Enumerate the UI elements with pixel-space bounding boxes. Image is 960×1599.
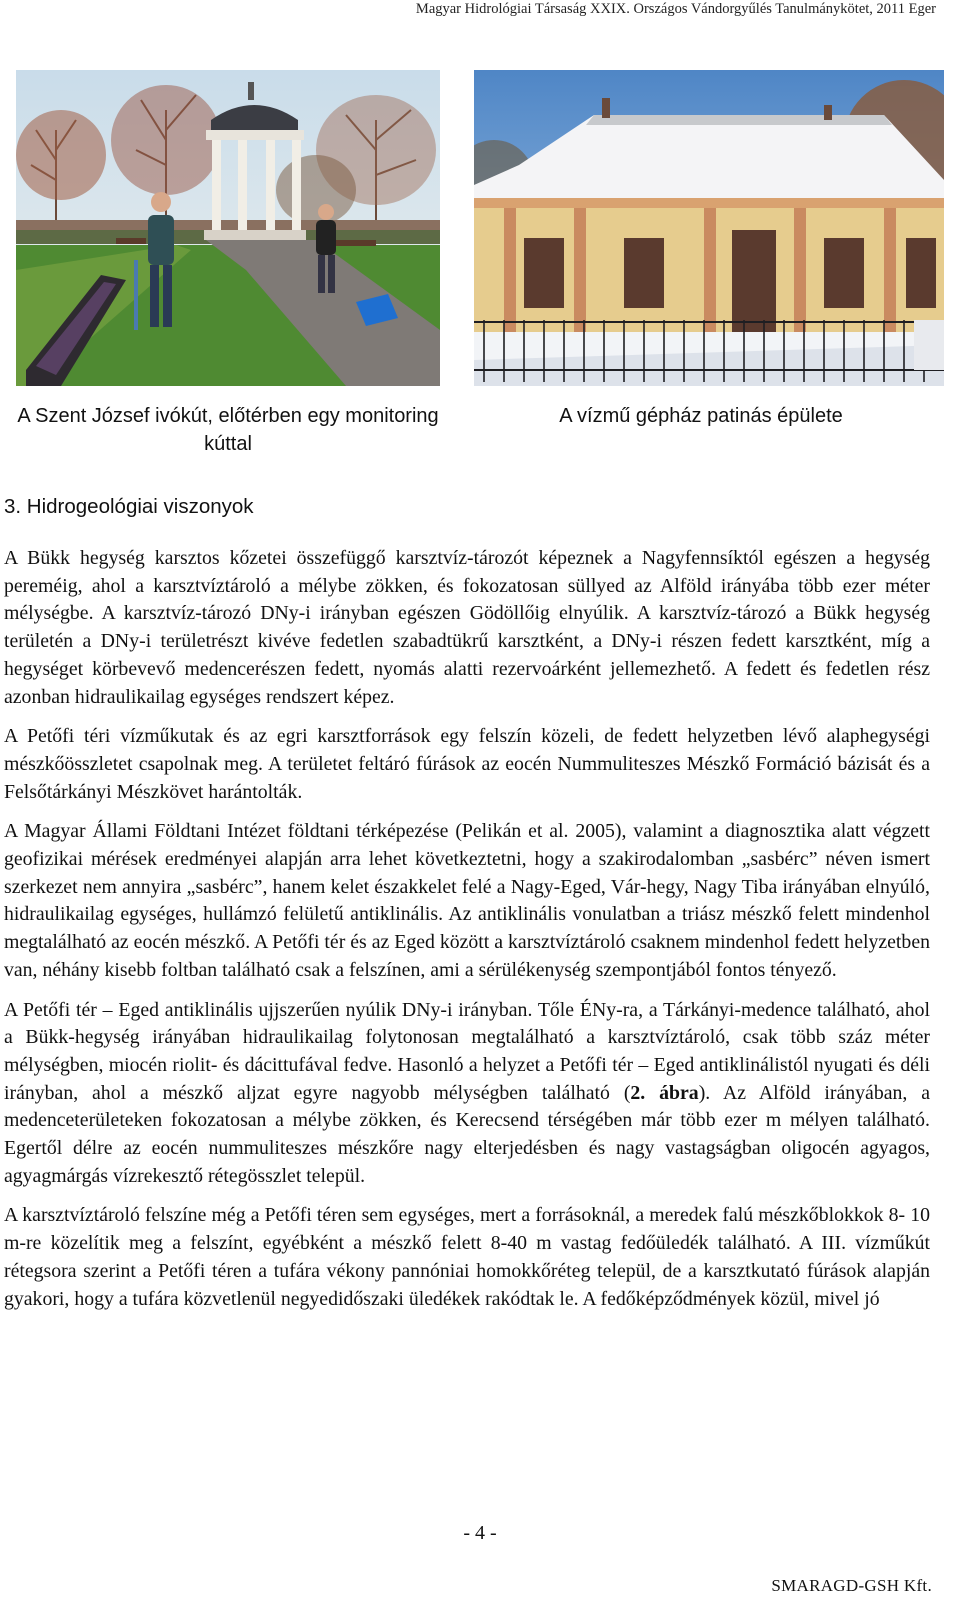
engine-house-photo-caption: A vízmű gépház patinás épülete <box>559 405 843 427</box>
paragraph-4 <box>4 997 930 1191</box>
fountain-photo-caption: A Szent József ivókút, előtérben egy monitoring kúttal <box>17 405 439 455</box>
paragraph-2: A Petőfi téri vízműkutak és az egri karsztforrások egy felszín közeli, de fedett helyzetben lévő alaphegységi mészkőösszletet csapolnak meg. A területet feltáró fúrások az eocén Nummuliteszes Mészkő Formáció bázisát és a Felsőtárkányi Mészkövet harántolták. <box>4 725 930 803</box>
section-heading: 3. Hidrogeológiai viszonyok <box>4 495 254 518</box>
paragraph-4-start: A Petőfi tér – Eged antiklinális ujjszerűen nyúlik DNy-i irányban. Tőle ÉNy-ra, a Tárkányi-medence található, ahol a Bükk-hegység irányában hidraulikailag folytonosan megtalálható a karsztvíztároló, csak több száz méter mélységben, miocén riolit- és dácittufával fedve. Hasonló a helyzet a Petőfi tér – Eged antiklinálistól nyugati és déli irányban, ahol a mészkő aljzat egyre nagyobb mélységben található ( <box>4 998 930 1104</box>
figure-reference: 2. ábra <box>630 1081 699 1104</box>
page-number: - 4 - <box>463 1522 497 1544</box>
engine-house-photo <box>474 70 944 386</box>
paragraph-1: A Bükk hegység karsztos kőzetei összefüggő karsztvíz-tározót képeznek a Nagyfennsíktól egészen a hegység pereméig, ahol a karsztvíztároló a mélybe zökken, és fokozatosan süllyed az Alföld irányába több ezer méter mélységbe. A karsztvíz-tározó DNy-i irányban egészen Gödöllőig elnyúlik. A karsztvíz-tározó a Bükk hegység területén a DNy-i területrészt kivéve fedetlen szabadtükrű karsztként, a DNy-i részen fedett karsztként, míg a hegységet körbevevő medencerészen fedett, nyomás alatti rezervoárként jellemezhető. A fedett és fedetlen rész azonban hidraulikailag egységes rendszert képez. <box>4 547 930 708</box>
running-header: Magyar Hidrológiai Társaság XXIX. Országos Vándorgyűlés Tanulmánykötet, 2011 Eger <box>415 1 936 17</box>
body-text <box>4 545 930 1325</box>
company-footer: SMARAGD-GSH Kft. <box>771 1576 932 1595</box>
paragraph-5: A karsztvíztároló felszíne még a Petőfi téren sem egységes, mert a forrásoknál, a meredek falú mészkőblokkok 8- 10 m-re közelítik meg a felszínt, egyébként a mészkő felett 8-40 m vastag fedőüledék található. A III. vízműkút rétegsora szerint a Petőfi téren a tufára vékony pannóniai homokkőréteg települ, de a karsztkutató fúrások alapján gyakori, hogy a tufára közvetlenül negyedidőszaki üledékek rakódtak le. A fedőképződmények közül, mivel jó <box>4 1204 930 1310</box>
paragraph-3: A Magyar Állami Földtani Intézet földtani térképezése (Pelikán et al. 2005), valamint a diagnosztika alatt végzett geofizikai mérések eredményei alapján arra lehet következtetni, hogy a szakirodalomban „sasbérc” néven ismert szerkezet nem annyira „sasbérc”, hanem kelet északkelet felé a Nagy-Eged, Vár-hegy, Nagy Tiba irányában elnyúló, hidraulikailag egységes, hullámzó felületű antiklinális. Az antiklinális vonulatban a triász mészkő felett mindenhol megtalálható az eocén mészkő. A Petőfi tér és az Eged között a karsztvíztároló csaknem mindenhol fedett helyzetben van, néhány kisebb foltban található csak a felszínen, ami a sérülékenység szempontjából fontos tényező. <box>4 820 930 981</box>
fountain-photo <box>16 70 440 386</box>
paragraph-4-end: ). Az Alföld irányában, a medenceterületeken fokozatosan a mélybe zökken, és Kerecsend térségében már több ezer m mélyen található. Egertől délre az eocén nummuliteszes mészkőre nagy elterjedésben és nagy vastagságban oligocén agyagos, agyagmárgás vízrekesztő rétegösszlet települ. <box>4 1081 930 1187</box>
